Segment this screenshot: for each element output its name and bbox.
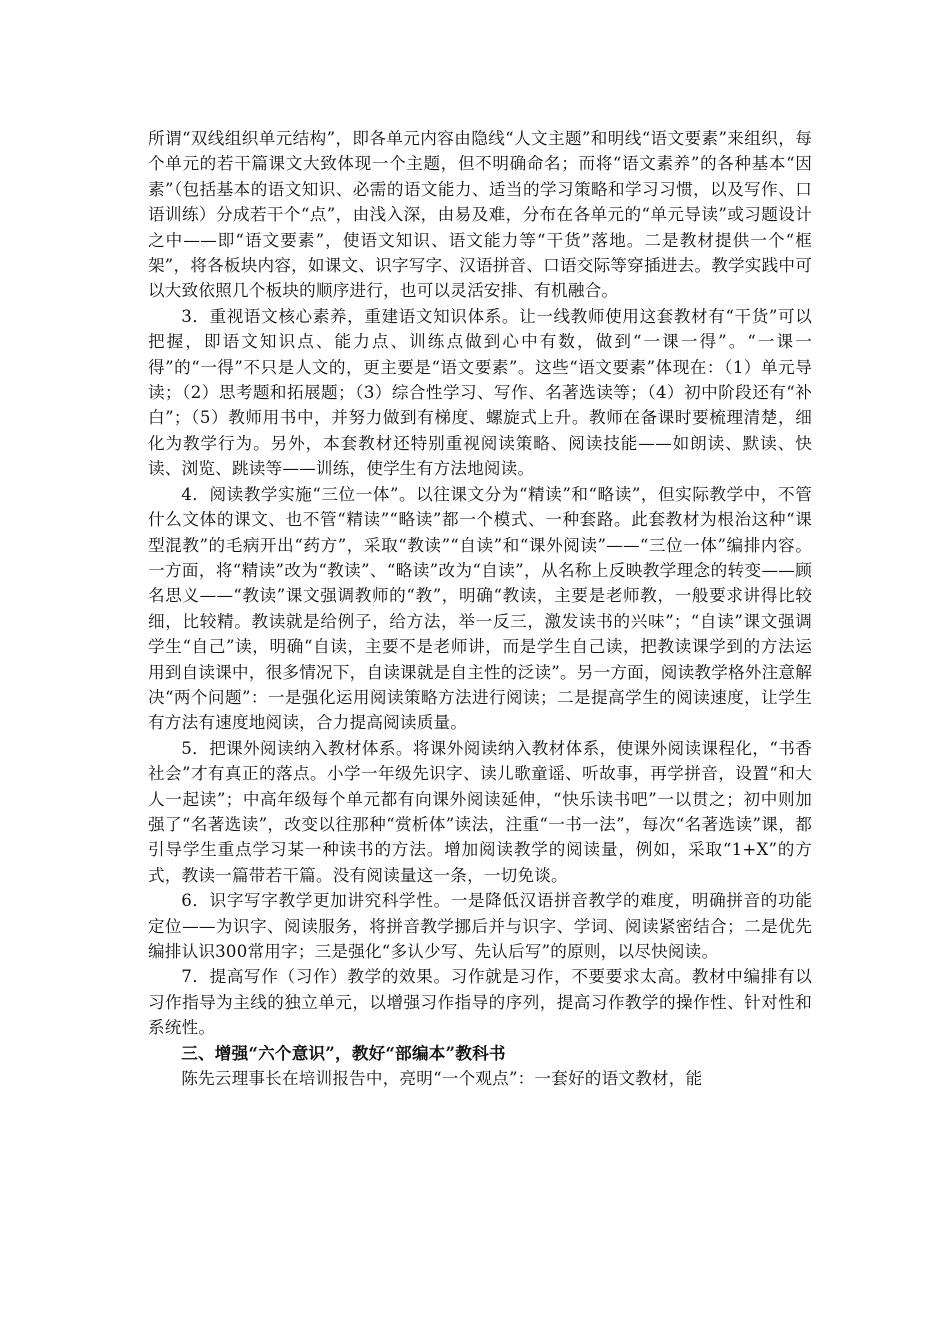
paragraph-point-6: 6．识字写字教学更加讲究科学性。一是降低汉语拼音教学的难度，明确拼音的功能定位——为识字、阅读服务，将拼音教学挪后并与识字、学词、阅读紧密结合；二是优先编排认识300常用字；三是强化“多认少写、先认后写”的原则，以尽快阅读。	[148, 891, 812, 961]
paragraph-final: 陈先云理事长在培训报告中，亮明“一个观点”：一套好的语文教材，能	[181, 1069, 703, 1089]
paragraph-dual-line-structure: 所谓“双线组织单元结构”，即各单元内容由隐线“人文主题”和明线“语文要素”来组织，每个单元的若干篇课文大致体现一个主题，但不明确命名；而将“语文素养”的各种基本“因素”（包括基本的语文知识、必需的语文能力、适当的学习策略和学习习惯，以及写作、口语训练）分成若干个“点”，由浅入深，由易及难，分布在各单元的“单元导读”或习题设计之中——即“语文要素”，使语文知识、语文能力等“干货”落地。二是教材提供一个“框架”，将各板块内容，如课文、识字写字、汉语拼音、口语交际等穿插进去。教学实践中可以大致依照几个板块的顺序进行，也可以灵活安排、有机融合。	[148, 129, 812, 301]
section-heading: 三、增强“六个意识”，教好“部编本”教科书	[181, 1042, 506, 1063]
paragraph-point-4: 4．阅读教学实施“三位一体”。以往课文分为“精读”和“略读”，但实际教学中，不管什么文体的课文、也不管“精读”“略读”都一个模式、一种套路。此套教材为根治这种“课型混教”的毛病开出“药方”，采取“教读”“自读”和“课外阅读”——“三位一体”编排内容。一方面，将“精读”改为“教读”、“略读”改为“自读”，从名称上反映教学理念的转变——顾名思义——“教读”课文强调教师的“教”，明确“教读，主要是老师教，一般要求讲得比较细，比较精。教读就是给例子，给方法，举一反三，激发读书的兴味”；“自读”课文强调学生“自己”读，明确“自读，主要不是老师讲，而是学生自己读，把教读课学到的方法运用到自读课中，很多情况下，自读课就是自主性的泛读”。另一方面，阅读教学格外注意解决“两个问题”：一是强化运用阅读策略方法进行阅读；二是提高学生的阅读速度，让学生有方法有速度地阅读，合力提高阅读质量。	[148, 484, 812, 733]
paragraph-point-7: 7．提高写作（习作）教学的效果。习作就是习作，不要要求太高。教材中编排有以习作指导为主线的独立单元，以增强习作指导的序列，提高习作教学的操作性、针对性和系统性。	[148, 967, 812, 1038]
paragraph-point-5: 5．把课外阅读纳入教材体系。将课外阅读纳入教材体系，使课外阅读课程化，“书香社会”才有真正的落点。小学一年级先识字、读儿歌童谣、听故事，再学拼音，设置“和大人一起读”；中高年级每个单元都有向课外阅读延伸，“快乐读书吧”一以贯之；初中则加强了“名著选读”，改变以往那种“赏析体”读法，注重“一书一法”，每次“名著选读”课，都引导学生重点学习某一种读书的方法。增加阅读教学的阅读量，例如，采取“1+X”的方式，教读一篇带若干篇。没有阅读量这一条，一切免谈。	[148, 738, 812, 885]
paragraph-point-3: 3．重视语文核心素养，重建语文知识体系。让一线教师使用这套教材有“干货”可以把握，即语文知识点、能力点、训练点做到心中有数，做到“一课一得”。“一课一得”的“一得”不只是人文的，更主要是“语文要素”。这些“语文要素”体现在：（1）单元导读；（2）思考题和拓展题；（3）综合性学习、写作、名著选读等；（4）初中阶段还有“补白”；（5）教师用书中，并努力做到有梯度、螺旋式上升。教师在备课时要梳理清楚，细化为教学行为。另外，本套教材还特别重视阅读策略、阅读技能——如朗读、默读、快读、浏览、跳读等——训练，使学生有方法地阅读。	[148, 306, 812, 479]
document-page	[148, 126, 812, 1091]
